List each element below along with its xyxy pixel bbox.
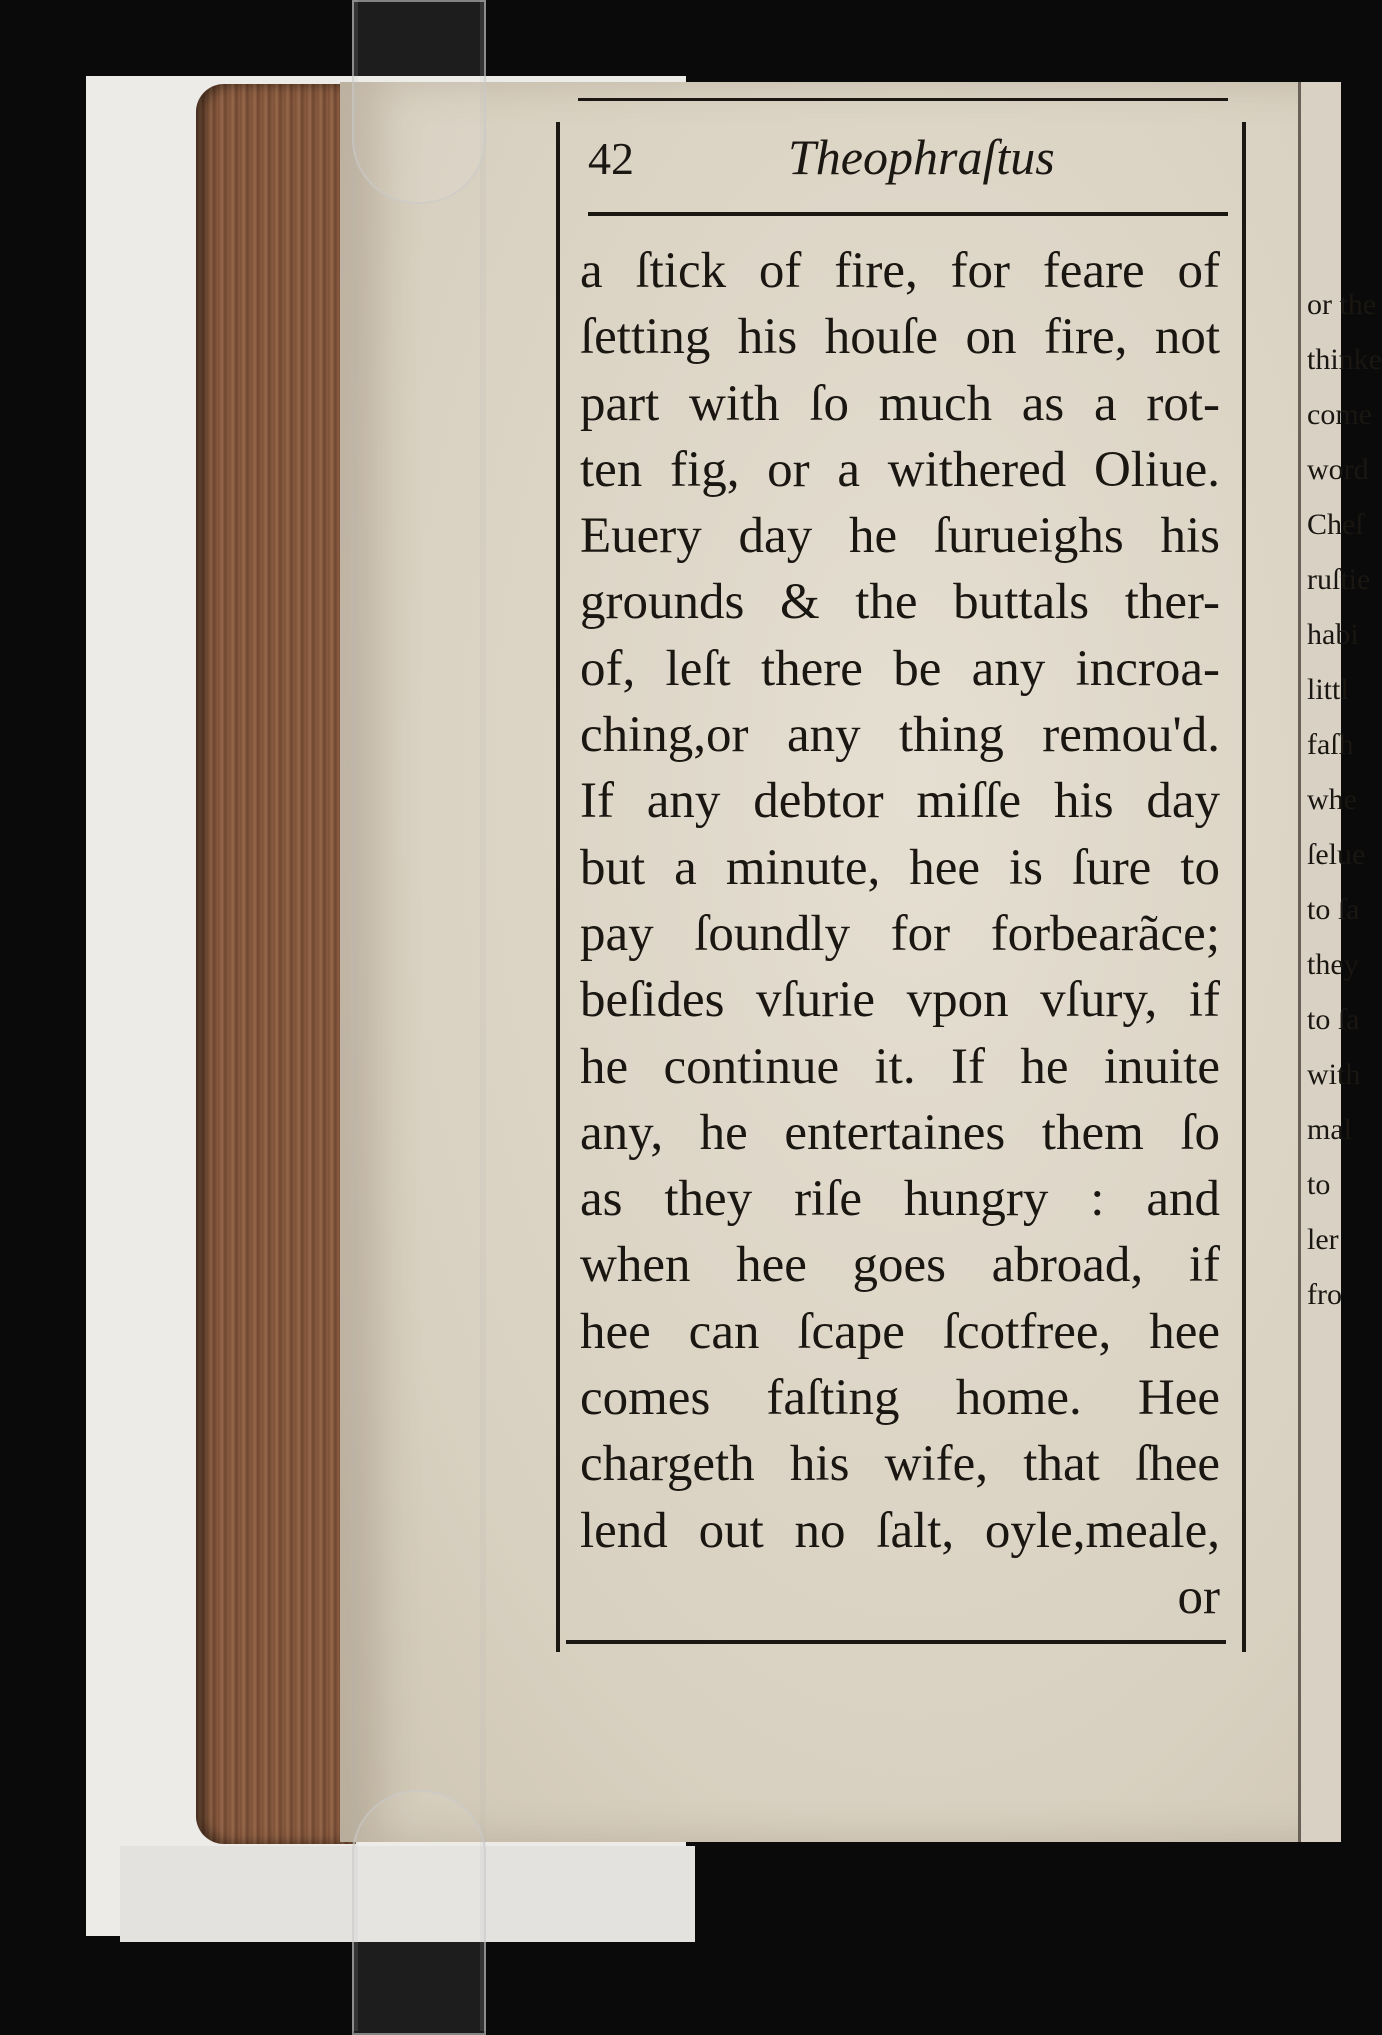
text-line: Euery day he ſurueighs his	[580, 508, 1220, 565]
facing-fragment: word	[1307, 453, 1369, 486]
text-line: when hee goes abroad, if	[580, 1237, 1220, 1294]
catchword: or	[1177, 1568, 1220, 1625]
facing-page	[1298, 82, 1382, 1842]
top-rule	[578, 98, 1228, 101]
header-rule	[588, 212, 1228, 216]
facing-fragment: whe	[1307, 783, 1357, 816]
text-line: ſetting his houſe on fire, not	[580, 309, 1220, 366]
facing-fragment: come	[1307, 398, 1372, 431]
text-line: hee can ſcape ſcotfree, hee	[580, 1303, 1220, 1360]
facing-fragment: to ſa	[1307, 1003, 1360, 1036]
clip-strip-left	[352, 0, 358, 2031]
text-line: beſides vſurie vpon vſury, if	[580, 972, 1220, 1029]
text-line: as they riſe hungry : and	[580, 1171, 1220, 1228]
facing-fragment: faſh	[1307, 728, 1354, 761]
facing-fragment: ſelue	[1307, 838, 1366, 871]
facing-fragment: ler	[1307, 1223, 1339, 1256]
facing-fragment: mal	[1307, 1113, 1352, 1146]
facing-fragment: they	[1307, 948, 1359, 981]
text-line: pay ſoundly for forbearãce;	[580, 905, 1220, 962]
facing-fragment: thinke	[1307, 343, 1382, 376]
text-line: of, leſt there be any incroa-	[580, 640, 1220, 697]
facing-fragment: littl	[1307, 673, 1349, 706]
book-fore-edge	[196, 84, 356, 1844]
facing-fragment: or the	[1307, 288, 1377, 321]
text-line: grounds & the buttals ther-	[580, 574, 1220, 631]
page-clip-top	[352, 0, 486, 204]
facing-fragment: habi	[1307, 618, 1359, 651]
facing-fragment: to	[1307, 1168, 1331, 1201]
text-line: ching,or any thing remou'd.	[580, 707, 1220, 764]
text-line: ten fig, or a withered Oliue.	[580, 441, 1220, 498]
text-line: chargeth his wife, that ſhee	[580, 1436, 1220, 1493]
page-number: 42	[588, 133, 634, 184]
facing-page-text	[1307, 282, 1382, 1327]
bottom-rule	[566, 1640, 1226, 1644]
facing-fragment: fro	[1307, 1278, 1342, 1311]
text-line: part with ſo much as a rot-	[580, 375, 1220, 432]
body-text	[580, 238, 1220, 1630]
facing-fragment: ruſtie	[1307, 563, 1371, 596]
facing-fragment: with	[1307, 1058, 1361, 1091]
facing-fragment: to ſa	[1307, 893, 1360, 926]
text-line: If any debtor miſſe his day	[580, 773, 1220, 830]
text-line: any, he entertaines them ſo	[580, 1104, 1220, 1161]
text-line: a ſtick of fire, for feare of	[580, 243, 1220, 299]
page-header	[588, 120, 1228, 200]
facing-fragment: Cheſ	[1307, 508, 1364, 541]
page-clip-bottom	[352, 1790, 486, 2035]
text-line: lend out no ſalt, oyle,meale,	[580, 1502, 1220, 1559]
text-line: he continue it. If he inuite	[580, 1038, 1220, 1095]
running-title: Theophraſtus	[788, 129, 1055, 185]
text-line: but a minute, hee is ſure to	[580, 839, 1220, 896]
text-line: comes faſting home. Hee	[580, 1370, 1220, 1427]
clip-strip-right	[480, 0, 486, 2031]
